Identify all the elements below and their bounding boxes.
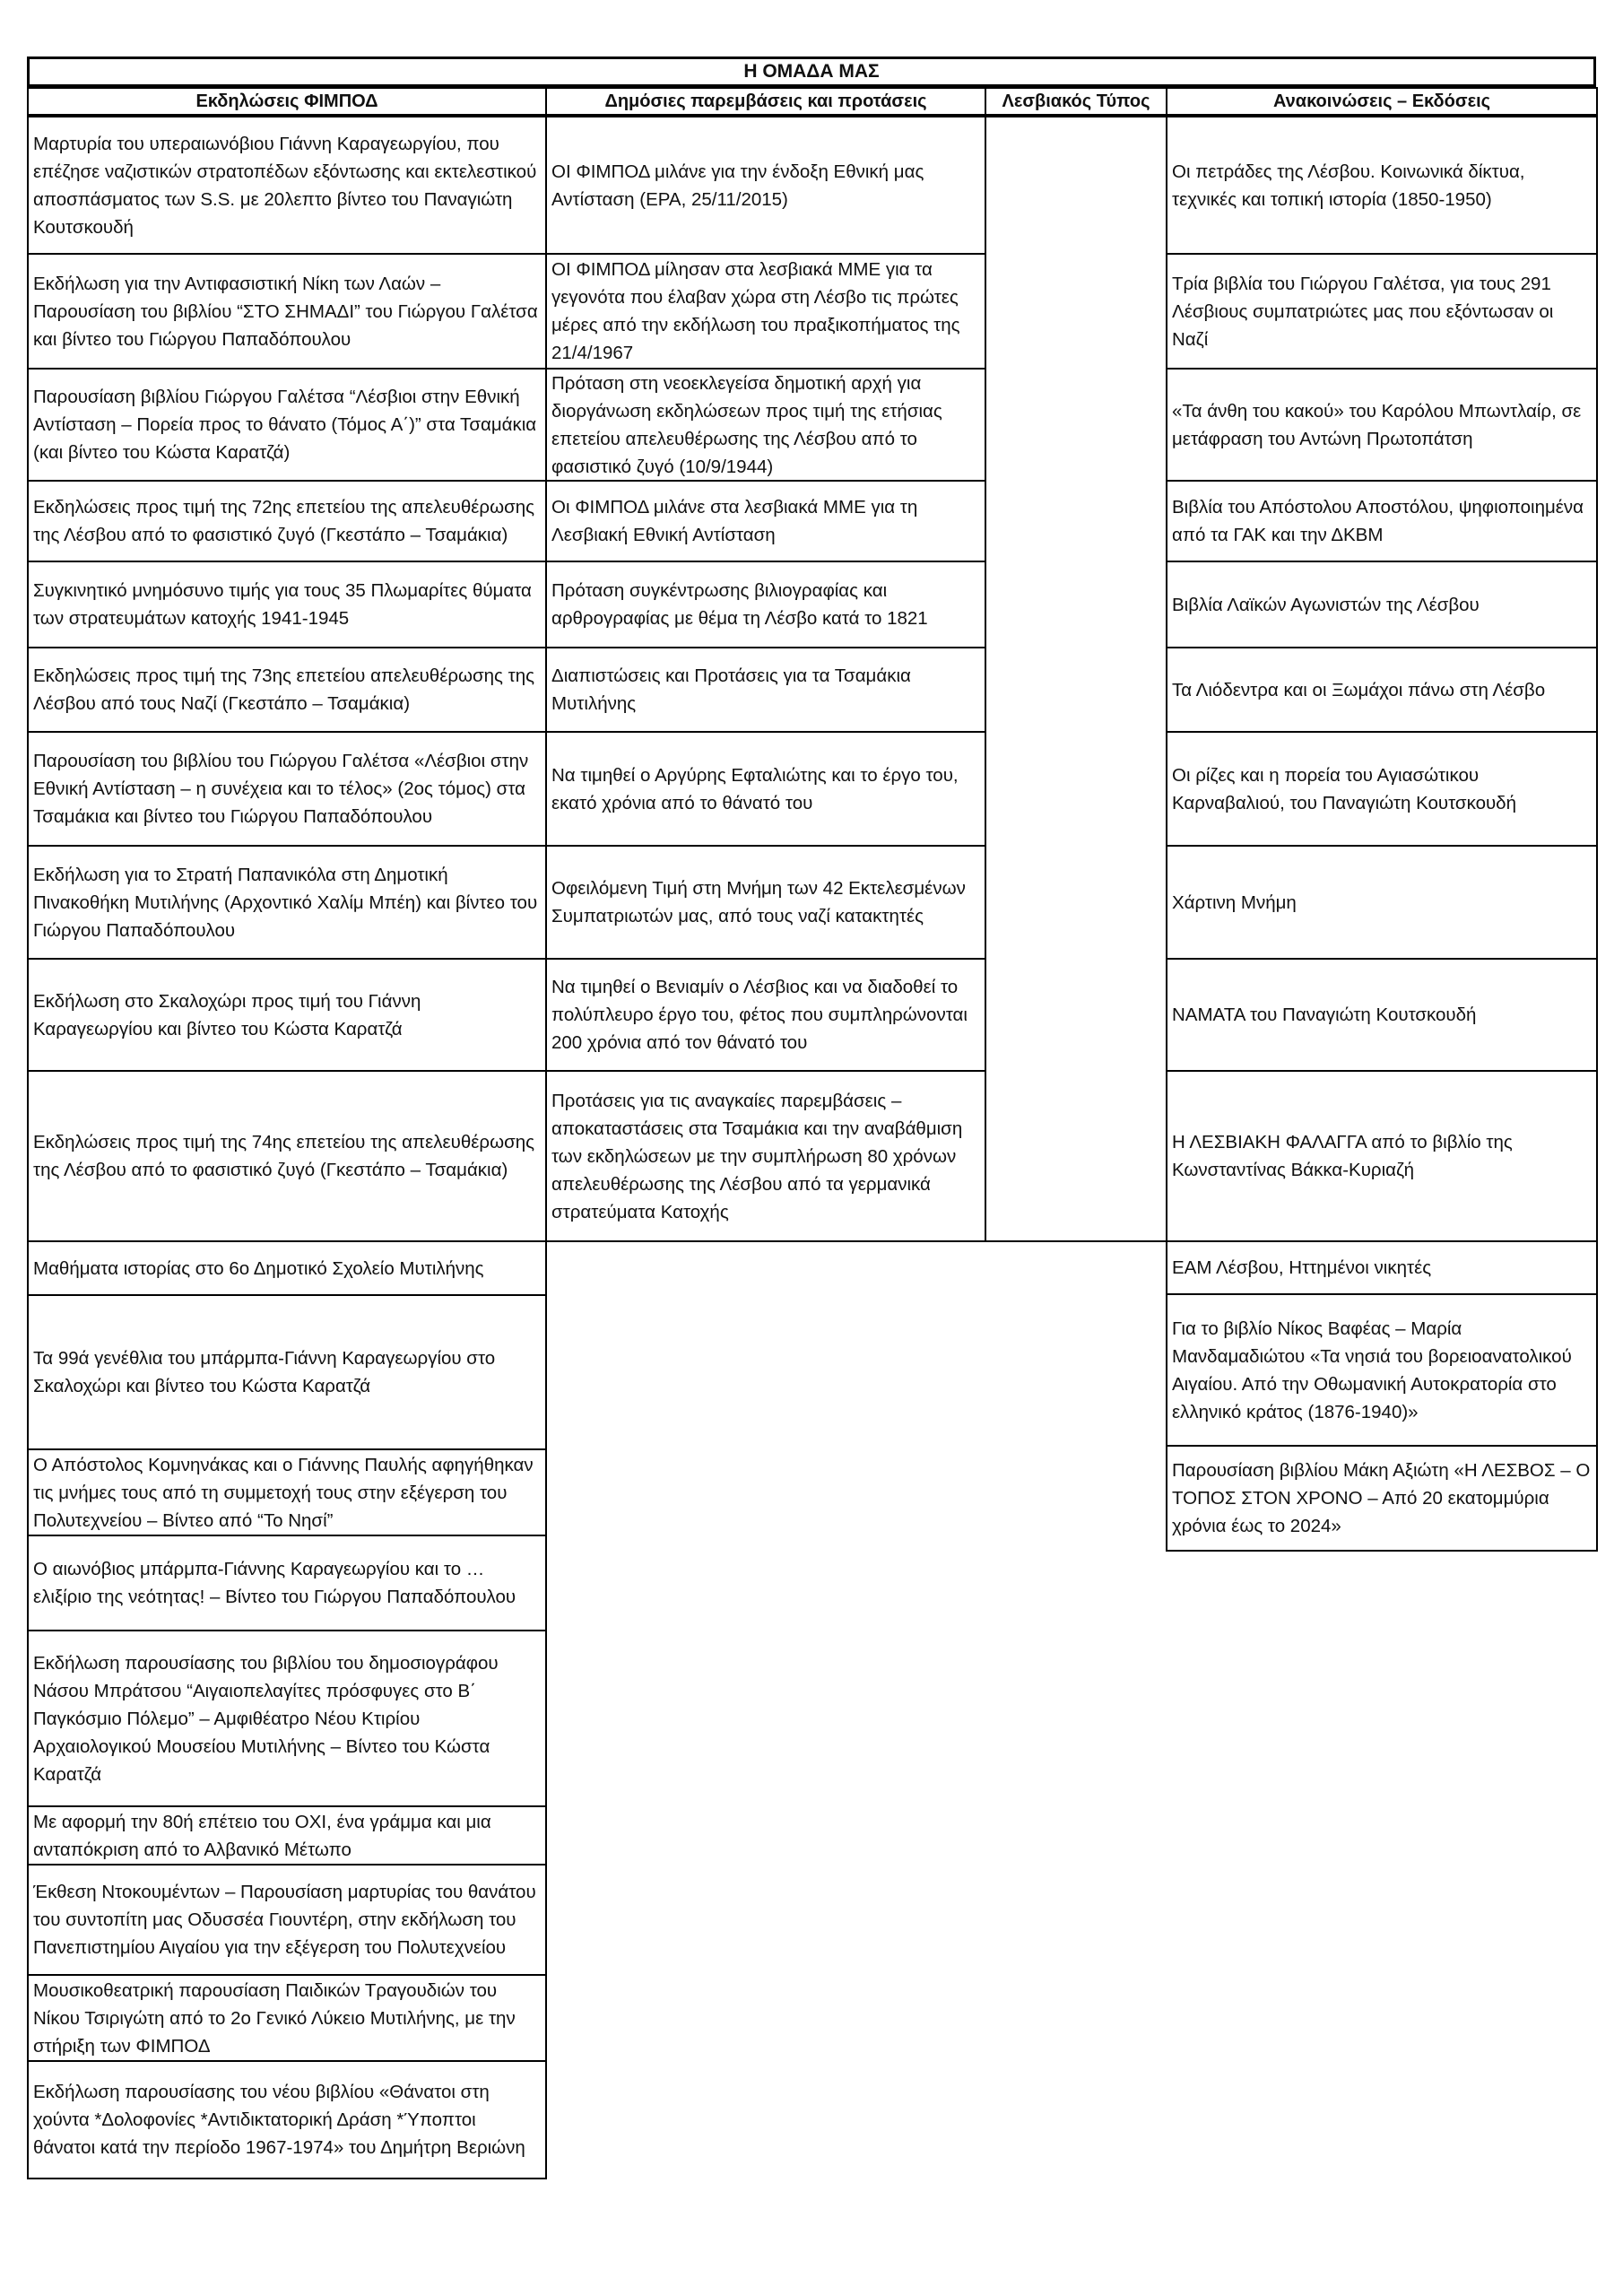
intervention-cell xyxy=(545,368,986,482)
event-cell-text: Μουσικοθεατρική παρουσίαση Παιδικών Τραγουδιών του Νίκου Τσιριγώτη από το 2ο Γενικό Λύκειο Μυτιλήνης, με την στήριξη των ΦΙΜΠΟΔ xyxy=(33,1979,516,2057)
event-cell-text: Ο Απόστολος Κομνηνάκας και ο Γιάννης Παυλής αφηγήθηκαν τις μνήμες τους από τη συμμετοχή τους στην εξέγερση του Πολυτεχνείου – Βίντεο από “Το Νησί” xyxy=(33,1454,534,1531)
publication-cell-text: Βιβλία Λαϊκών Αγωνιστών της Λέσβου xyxy=(1172,594,1480,615)
intervention-cell-text: Πρόταση στη νεοεκλεγείσα δημοτική αρχή για διοργάνωση εκδηλώσεων προς τιμή της ετήσιας επετείου απελευθέρωσης της Λέσβου από το φασιστικό ζυγό (10/9/1944) xyxy=(551,372,942,477)
event-cell xyxy=(27,1630,547,1807)
publication-cell-text: ΕΑΜ Λέσβου, Ηττημένοι νικητές xyxy=(1172,1257,1432,1278)
intervention-cell xyxy=(545,116,986,255)
table-title: Η ΟΜΑΔΑ ΜΑΣ xyxy=(27,57,1596,87)
publication-cell xyxy=(1166,1445,1598,1552)
event-cell xyxy=(27,1535,547,1631)
event-cell-text: Εκδήλωση για την Αντιφασιστική Νίκη των Λαών – Παρουσίαση του βιβλίου “ΣΤΟ ΣΗΜΑΔΙ” του Γιώργου Γαλέτσα και βίντεο του Γιώργου Παπαδόπουλου xyxy=(33,273,538,350)
event-cell xyxy=(27,1294,547,1450)
header-interventions: Δημόσιες παρεμβάσεις και προτάσεις xyxy=(545,87,986,116)
intervention-cell-text: ΟΙ ΦΙΜΠΟΔ μίλησαν στα λεσβιακά ΜΜΕ για τα γεγονότα που έλαβαν χώρα στη Λέσβο τις πρώτες μέρες από την εκδήλωση του πραξικοπήματος της 21/4/1967 xyxy=(551,259,960,363)
event-cell xyxy=(27,1240,547,1296)
event-cell xyxy=(27,958,547,1072)
event-cell-text: Μαρτυρία του υπεραιωνόβιου Γιάννη Καραγεωργίου, που επέζησε ναζιστικών στρατοπέδων εξόντωσης και εκτελεστικού αποσπάσματος των S.S. με 20λεπτο βίντεο του Παναγιώτη Κουτσκουδή xyxy=(33,133,537,238)
event-cell xyxy=(27,116,547,255)
event-cell-text: Με αφορμή την 80ή επέτειο του ΟΧΙ, ένα γράμμα και μια ανταπόκριση από το Αλβανικό Μέτωπο xyxy=(33,1811,491,1860)
event-cell-text: Τα 99ά γενέθλια του μπάρμπα-Γιάννη Καραγεωργίου στο Σκαλοχώρι και βίντεο του Κώστα Καρατζά xyxy=(33,1348,496,1396)
publication-cell-text: Βιβλία του Απόστολου Αποστόλου, ψηφιοποιημένα από τα ΓΑΚ και την ΔΚΒΜ xyxy=(1172,497,1584,545)
publication-cell-text: ΝΑΜΑΤΑ του Παναγιώτη Κουτσκουδή xyxy=(1172,1004,1477,1025)
event-cell xyxy=(27,647,547,733)
event-cell xyxy=(27,1864,547,1976)
event-cell-text: Εκδήλωση για το Στρατή Παπανικόλα στη Δημοτική Πινακοθήκη Μυτιλήνης (Αρχοντικό Χαλίμ Μπέη) και βίντεο του Γιώργου Παπαδόπουλου xyxy=(33,864,538,941)
publication-cell xyxy=(1166,731,1598,847)
publication-cell-text: «Τα άνθη του κακού» του Καρόλου Μπωντλαίρ, σε μετάφραση του Αντώνη Πρωτοπάτση xyxy=(1172,400,1582,449)
intervention-cell xyxy=(545,845,986,960)
publication-cell-text: Τα Λιόδεντρα και οι Ξωμάχοι πάνω στη Λέσβο xyxy=(1172,679,1546,700)
intervention-cell xyxy=(545,958,986,1072)
header-publications: Ανακοινώσεις – Εκδόσεις xyxy=(1166,87,1598,116)
publication-cell xyxy=(1166,958,1598,1072)
intervention-cell xyxy=(545,1070,986,1242)
publication-cell-text: Η ΛΕΣΒΙΑΚΗ ΦΑΛΑΓΓΑ από το βιβλίο της Κωνσταντίνας Βάκκα-Κυριαζή xyxy=(1172,1132,1513,1180)
intervention-cell-text: Οφειλόμενη Τιμή στη Μνήμη των 42 Εκτελεσμένων Συμπατριωτών μας, από τους ναζί κατακτητές xyxy=(551,878,966,926)
intervention-cell xyxy=(545,561,986,648)
publication-cell xyxy=(1166,845,1598,960)
event-cell-text: Εκδήλωση στο Σκαλοχώρι προς τιμή του Γιάννη Καραγεωργίου και βίντεο του Κώστα Καρατζά xyxy=(33,990,421,1039)
event-cell-text: Έκθεση Ντοκουμέντων – Παρουσίαση μαρτυρίας του θανάτου του συντοπίτη μας Οδυσσέα Γιουντέρη, στην εκδήλωση του Πανεπιστημίου Αιγαίου για την εξέγερση του Πολυτεχνείου xyxy=(33,1882,536,1958)
intervention-cell-text: Προτάσεις για τις αναγκαίες παρεμβάσεις – αποκαταστάσεις στα Τσαμάκια και την αναβάθμιση των εκδηλώσεων με την συμπλήρωση 80 χρόνων απελευθέρωσης της Λέσβου από τα γερμανικά στρατεύματα Κατοχής xyxy=(551,1090,963,1222)
event-cell-text: Παρουσίαση του βιβλίου του Γιώργου Γαλέτσα «Λέσβιοι στην Εθνική Αντίσταση – η συνέχεια και το τέλος» (2ος τόμος) στα Τσαμάκια και βίντεο του Γιώργου Παπαδόπουλου xyxy=(33,751,529,827)
publication-cell xyxy=(1166,1070,1598,1242)
event-cell xyxy=(27,561,547,648)
intervention-cell xyxy=(545,647,986,733)
event-cell xyxy=(27,368,547,482)
publication-cell-text: Οι πετράδες της Λέσβου. Κοινωνικά δίκτυα, τεχνικές και τοπική ιστορία (1850-1950) xyxy=(1172,161,1525,210)
publication-cell xyxy=(1166,368,1598,482)
intervention-cell xyxy=(545,731,986,847)
event-cell xyxy=(27,845,547,960)
event-cell-text: Εκδήλωση παρουσίασης του βιβλίου του δημοσιογράφου Νάσου Μπράτσου “Αιγαιοπελαγίτες πρόσφυγες στο Β΄ Παγκόσμιο Πόλεμο” – Αμφιθέατρο Νέου Κτιρίου Αρχαιολογικού Μουσείου Μυτιλήνης – Βίντεο του Κώστα Καρατζά xyxy=(33,1652,499,1785)
intervention-cell-text: Διαπιστώσεις και Προτάσεις για τα Τσαμάκια Μυτιλήνης xyxy=(551,665,911,714)
intervention-cell xyxy=(545,253,986,370)
header-press: Λεσβιακός Τύπος xyxy=(985,87,1167,116)
press-cell xyxy=(985,116,1167,1242)
publication-cell xyxy=(1166,480,1598,562)
event-cell xyxy=(27,1070,547,1242)
event-cell xyxy=(27,731,547,847)
event-cell-text: Εκδηλώσεις προς τιμή της 73ης επετείου απελευθέρωσης της Λέσβου από τους Ναζί (Γκεστάπο – Τσαμάκια) xyxy=(33,665,535,714)
event-cell xyxy=(27,2060,547,2179)
event-cell-text: Μαθήματα ιστορίας στο 6ο Δημοτικό Σχολείο Μυτιλήνης xyxy=(33,1257,484,1279)
intervention-cell-text: Να τιμηθεί ο Αργύρης Εφταλιώτης και το έργο του, εκατό χρόνια από το θάνατό του xyxy=(551,764,959,813)
event-cell-text: Συγκινητικό μνημόσυνο τιμής για τους 35 Πλωμαρίτες θύματα των στρατευμάτων κατοχής 1941-1945 xyxy=(33,580,532,629)
header-events: Εκδηλώσεις ΦΙΜΠΟΔ xyxy=(27,87,547,116)
event-cell-text: Ο αιωνόβιος μπάρμπα-Γιάννης Καραγεωργίου και το …ελιξίριο της νεότητας! – Βίντεο του Γιώργου Παπαδόπουλου xyxy=(33,1559,516,1607)
event-cell xyxy=(27,1974,547,2062)
publication-cell-text: Παρουσίαση βιβλίου Μάκη Αξιώτη «Η ΛΕΣΒΟΣ – Ο ΤΟΠΟΣ ΣΤΟΝ ΧΡΟΝΟ – Από 20 εκατομμύρια χρόνια έως το 2024» xyxy=(1172,1460,1591,1536)
event-cell-text: Εκδηλώσεις προς τιμή της 72ης επετείου της απελευθέρωσης της Λέσβου από το φασιστικό ζυγό (Γκεστάπο – Τσαμάκια) xyxy=(33,497,535,545)
publication-cell xyxy=(1166,1293,1598,1447)
publication-cell-text: Οι ρίζες και η πορεία του Αγιασώτικου Καρναβαλιού, του Παναγιώτη Κουτσκουδή xyxy=(1172,764,1516,813)
publication-cell-text: Χάρτινη Μνήμη xyxy=(1172,891,1297,913)
publication-cell xyxy=(1166,116,1598,255)
event-cell-text: Παρουσίαση βιβλίου Γιώργου Γαλέτσα “Λέσβιοι στην Εθνική Αντίσταση – Πορεία προς το θάνατο (Τόμος Α΄)” στα Τσαμάκια (και βίντεο του Κώστα Καρατζά) xyxy=(33,387,537,463)
intervention-cell-text: Να τιμηθεί ο Βενιαμίν ο Λέσβιος και να διαδοθεί το πολύπλευρο έργο του, φέτος που συμπληρώνονται 200 χρόνια από τον θάνατό του xyxy=(551,977,968,1053)
intervention-cell-text: ΟΙ ΦΙΜΠΟΔ μιλάνε για την ένδοξη Εθνική μας Αντίσταση (ΕΡΑ, 25/11/2015) xyxy=(551,161,924,210)
intervention-cell-text: Οι ΦΙΜΠΟΔ μιλάνε στα λεσβιακά ΜΜΕ για τη Λεσβιακή Εθνική Αντίσταση xyxy=(551,497,918,545)
publication-cell-text: Για το βιβλίο Νίκος Βαφέας – Μαρία Μανδαμαδιώτου «Τα νησιά του βορειοανατολικού Αιγαίου. Από την Οθωμανική Αυτοκρατορία στο ελληνικό κράτος (1876-1940)» xyxy=(1172,1318,1572,1422)
publication-cell xyxy=(1166,1240,1598,1295)
publication-cell xyxy=(1166,253,1598,370)
intervention-cell-text: Πρόταση συγκέντρωσης βιλιογραφίας και αρθρογραφίας με θέμα τη Λέσβο κατά το 1821 xyxy=(551,580,928,629)
event-cell xyxy=(27,1448,547,1536)
publication-cell-text: Τρία βιβλία του Γιώργου Γαλέτσα, για τους 291 Λέσβιους συμπατριώτες μας που εξόντωσαν οι Ναζί xyxy=(1172,273,1554,350)
publication-cell xyxy=(1166,561,1598,648)
event-cell-text: Εκδηλώσεις προς τιμή της 74ης επετείου της απελευθέρωσης της Λέσβου από το φασιστικό ζυγό (Γκεστάπο – Τσαμάκια) xyxy=(33,1132,535,1180)
event-cell-text: Εκδήλωση παρουσίασης του νέου βιβλίου «Θάνατοι στη χούντα *Δολοφονίες *Αντιδικτατορική Δράση *Ύποπτοι θάνατοι κατά την περίοδο 1967-1974» του Δημήτρη Βεριώνη xyxy=(33,2082,525,2158)
publication-cell xyxy=(1166,647,1598,733)
event-cell xyxy=(27,253,547,370)
intervention-cell xyxy=(545,480,986,562)
event-cell xyxy=(27,480,547,562)
event-cell xyxy=(27,1805,547,1866)
